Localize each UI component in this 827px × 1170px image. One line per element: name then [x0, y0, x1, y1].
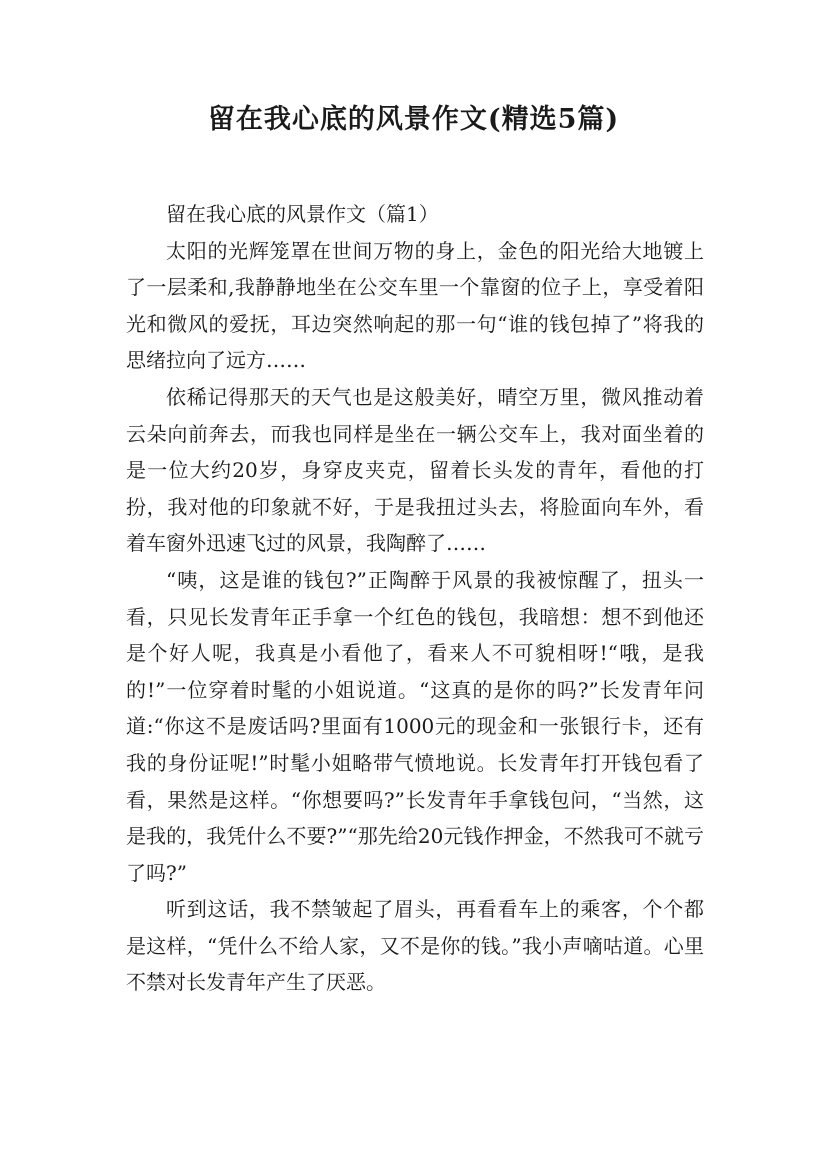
section-heading: 留在我心底的风景作文（篇1）: [166, 202, 439, 226]
paragraph: “咦，这是谁的钱包?”正陶醉于风景的我被惊醒了，扭头一看，只见长发青年正手拿一个红色的钱包，我暗想：想不到他还是个好人呢，我真是小看他了，看来人不可貌相呀!“哦，是我的!”一位穿着时髦的小姐说道。“这真的是你的吗?”长发青年问道:“你这不是废话吗?里面有1000元的现金和一张银行卡，还有我的身份证呢!”时髦小姐略带气愤地说。长发青年打开钱包看了看，果然是这样。“你想要吗?”长发青年手拿钱包问，“当然，这是我的，我凭什么不要?”“那先给20元钱作押金，不然我可不就亏了吗?”: [126, 567, 704, 885]
paragraph: 依稀记得那天的天气也是这般美好，晴空万里，微风推动着云朵向前奔去，而我也同样是坐在一辆公交车上，我对面坐着的是一位大约20岁，身穿皮夹克，留着长头发的青年，看他的打扮，我对他的印象就不好，于是我扭过头去，将脸面向车外，看着车窗外迅速飞过的风景，我陶醉了……: [126, 384, 704, 556]
paragraph: 听到这话，我不禁皱起了眉头，再看看车上的乘客，个个都是这样，“凭什么不给人家，又不是你的钱。”我小声嘀咕道。心里不禁对长发青年产生了厌恶。: [126, 897, 704, 995]
paragraph: 太阳的光辉笼罩在世间万物的身上，金色的阳光给大地镀上了一层柔和,我静静地坐在公交车里一个靠窗的位子上，享受着阳光和微风的爱抚，耳边突然响起的那一句“谁的钱包掉了”将我的思绪拉向了远方……: [126, 238, 704, 373]
document-title: 留在我心底的风景作文(精选5篇): [207, 104, 620, 135]
document-body: [126, 196, 704, 1001]
